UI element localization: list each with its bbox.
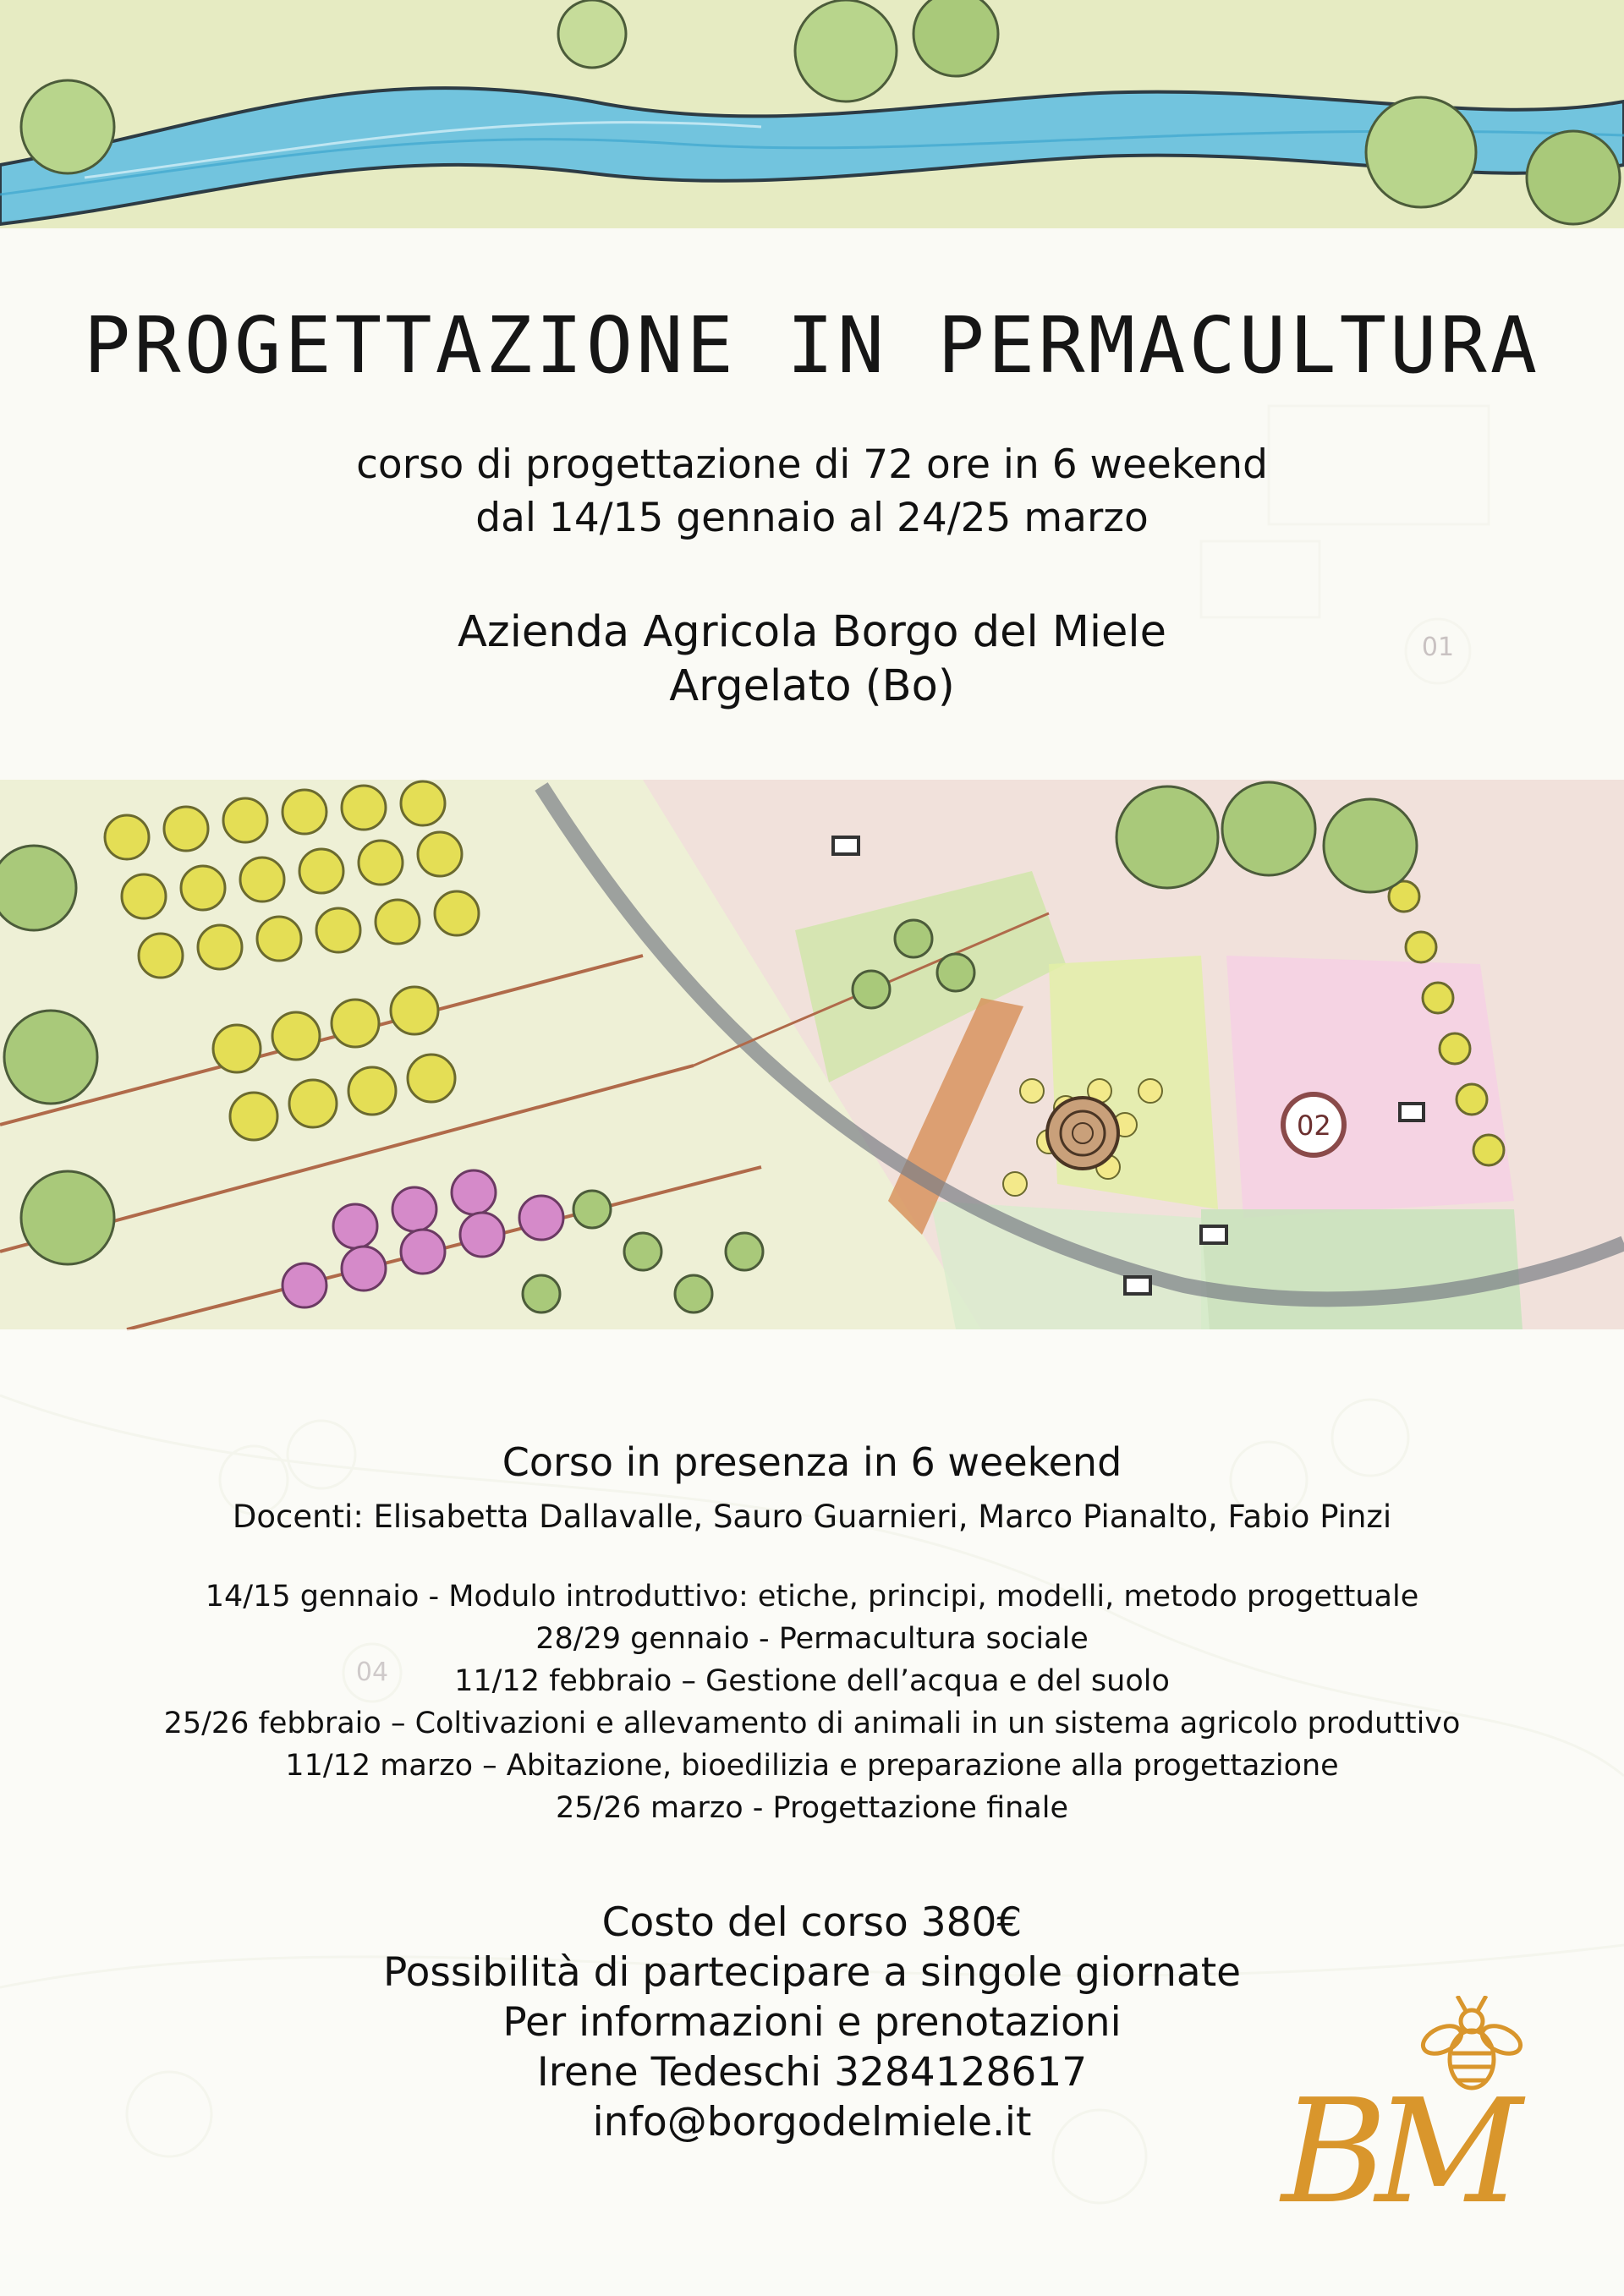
- venue-name: Azienda Agricola Borgo del Miele: [458, 607, 1166, 657]
- page-title: PROGETTAZIONE IN PERMACULTURA: [83, 300, 1541, 391]
- schedule-item: 11/12 marzo – Abitazione, bioedilizia e preparazione alla progettazione: [285, 1749, 1339, 1783]
- course-cost: Costo del corso 380€: [601, 1899, 1023, 1946]
- course-dates: dal 14/15 gennaio al 24/25 marzo: [475, 495, 1149, 541]
- zone-label-01: 01: [1421, 633, 1455, 662]
- borgo-del-miele-logo: [1273, 1996, 1552, 2249]
- course-description: corso di progettazione di 72 ore in 6 weekend: [356, 441, 1268, 488]
- venue-location: Argelato (Bo): [669, 661, 955, 711]
- course-heading: Corso in presenza in 6 weekend: [502, 1439, 1122, 1485]
- schedule-item: 25/26 marzo - Progettazione finale: [555, 1791, 1069, 1825]
- schedule-item: 25/26 febbraio – Coltivazioni e allevamento di animali in un sistema agricolo produttivo: [163, 1707, 1461, 1740]
- zone-label-02: 02: [1297, 1110, 1331, 1142]
- teachers-list: Docenti: Elisabetta Dallavalle, Sauro Guarnieri, Marco Pianalto, Fabio Pinzi: [232, 1499, 1392, 1535]
- top-image-band: [0, 0, 1624, 228]
- middle-image-band: [0, 780, 1624, 1329]
- contact-phone: Irene Tedeschi 3284128617: [536, 2049, 1088, 2096]
- booking-info: Per informazioni e prenotazioni: [502, 1999, 1122, 2046]
- single-days-note: Possibilità di partecipare a singole giornate: [382, 1949, 1242, 1996]
- logo-initials: BM: [1281, 2069, 1511, 2236]
- schedule-item: 14/15 gennaio - Modulo introduttivo: etiche, principi, modelli, metodo progettuale: [205, 1580, 1419, 1614]
- contact-email[interactable]: info@borgodelmiele.it: [592, 2099, 1032, 2145]
- zone-label-04: 04: [355, 1658, 389, 1687]
- schedule-item: 11/12 febbraio – Gestione dell’acqua e del suolo: [454, 1664, 1170, 1698]
- schedule-item: 28/29 gennaio - Permacultura sociale: [535, 1622, 1089, 1656]
